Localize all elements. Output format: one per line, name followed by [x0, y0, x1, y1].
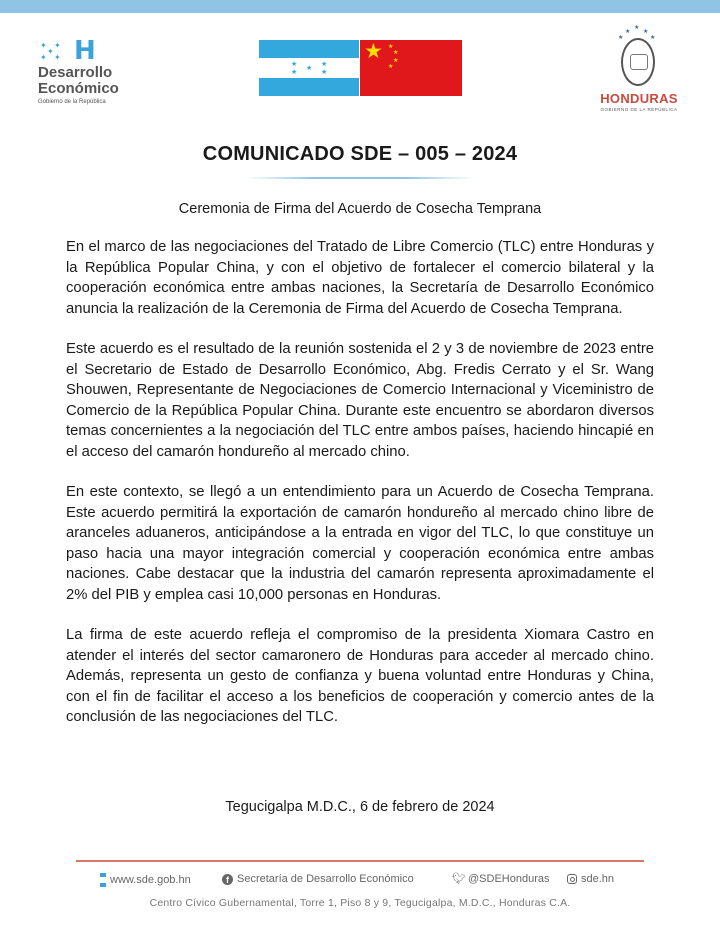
footer-instagram[interactable]: [567, 873, 614, 885]
sde-logo-h-icon: H: [74, 36, 96, 66]
sde-logo-line2: Económico: [38, 80, 119, 97]
sde-logo: [38, 36, 148, 112]
paragraph-2: Este acuerdo es el resultado de la reunión sostenida el 2 y 3 de noviembre de 2023 entre el Secretario de Estado de Desarrollo Económico, Abg. Fredis Cerrato y el Sr. Wang Shouwen, Representante de Negociaciones de Comercio Internacional y Viceministro de Comercio de la República Popular China. Durante este encuentro se abordaron diversos temas concernientes a la negociación del TLC entre ambos países, haciendo hincapié en el acceso del camarón hondureño al mercado chino.: [66, 341, 654, 460]
paragraph-4: La firma de este acuerdo refleja el compromiso de la presidenta Xiomara Castro en atender el interés del sector camaronero de Honduras para acceder al mercado chino. Además, representa un gesto de confianza y buena voluntad entre Honduras y China, con el fin de facilitar el acceso a los beneficios de cooperación y comercio antes de la conclusión de las negociaciones del TLC.: [66, 627, 654, 725]
sde-logo-line1: Desarrollo: [38, 64, 113, 81]
instagram-icon: [567, 874, 577, 884]
twitter-icon: 🐦︎: [452, 873, 466, 885]
honduras-flag: ★ ★ ★ ★ ★: [259, 40, 359, 96]
footer-address: Centro Cívico Gubernamental, Torre 1, Piso 8 y 9, Tegucigalpa, M.D.C., Honduras C.A.: [149, 897, 571, 909]
footer-twitter[interactable]: [452, 873, 549, 885]
document-subtitle: Ceremonia de Firma del Acuerdo de Cosecha Temprana: [178, 201, 542, 217]
sde-mini-logo-icon: [100, 873, 106, 887]
facebook-link[interactable]: Secretaría de Desarrollo Económico: [237, 873, 414, 885]
footer-divider: [76, 860, 644, 862]
china-flag: ★ ★ ★ ★ ★: [360, 40, 462, 96]
title-divider: [245, 177, 475, 179]
paragraph-3: En este contexto, se llegó a un entendimiento para un Acuerdo de Cosecha Temprana. Este acuerdo permitirá la exportación de camarón hondureño al mercado chino libre de aranceles aduaneros, anticipándose a la entrada en vigor del TLC, lo que constituye un paso hacia una mayor integración comercial y cooperación económica entre ambas naciones. Cabe destacar que la industria del camarón representa aproximadamente el 2% del PIB y emplea casi 10,000 personas en Honduras.: [66, 484, 654, 603]
emblem-subtitle: GOBIERNO DE LA REPÚBLICA: [600, 107, 678, 112]
footer-contacts: [100, 873, 640, 891]
emblem-stars-icon: ★ ★ ★ ★ ★: [618, 25, 656, 41]
coat-of-arms-icon: [621, 38, 655, 86]
date-line: Tegucigalpa M.D.C., 6 de febrero de 2024: [225, 799, 495, 815]
sde-logo-stars-icon: ✦ ✦ ✦ ✦ ✦: [40, 41, 61, 62]
instagram-link[interactable]: sde.hn: [581, 873, 615, 885]
paragraph-1: En el marco de las negociaciones del Tratado de Libre Comercio (TLC) entre Honduras y la República Popular China, y con el objetivo de fortalecer el comercio bilateral y la cooperación económica entre ambas naciones, la Secretaría de Desarrollo Económico anuncia la realización de la Ceremonia de Firma del Acuerdo de Cosecha Temprana.: [66, 239, 654, 317]
website-link[interactable]: www.sde.gob.hn: [110, 874, 191, 886]
emblem-name: HONDURAS: [600, 91, 678, 106]
document-body: [66, 237, 654, 748]
top-accent-bar: [0, 0, 720, 13]
footer-facebook[interactable]: [222, 873, 414, 885]
document-title: COMUNICADO SDE – 005 – 2024: [202, 143, 518, 165]
facebook-icon: f: [222, 874, 233, 885]
footer-website[interactable]: [100, 873, 191, 887]
sde-logo-line3: Gobierno de la República: [38, 99, 106, 105]
honduras-emblem: [594, 24, 684, 116]
twitter-link[interactable]: @SDEHonduras: [468, 873, 550, 885]
